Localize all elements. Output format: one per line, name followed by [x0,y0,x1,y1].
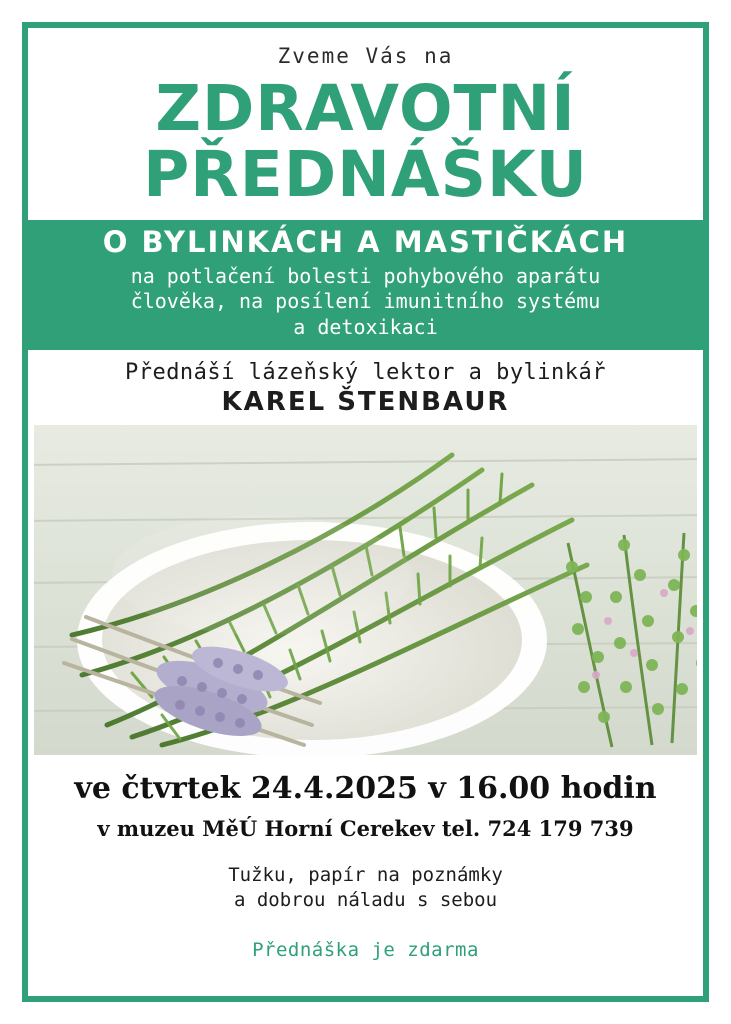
topic-subtitle-line-2: člověka, na posílení imunitního systému [130,289,601,314]
title-line-2: PŘEDNÁŠKU [143,138,588,212]
bring-note-line-2: a dobrou náladu s sebou [233,889,498,912]
herbs-bowl-photo [34,425,697,755]
free-admission-note: Přednáška je zdarma [252,938,479,961]
event-datetime: ve čtvrtek 24.4.2025 v 16.00 hodin [74,771,657,807]
bring-note-line-1: Tužku, papír na poznámky [228,864,503,887]
event-location: v muzeu MěÚ Horní Cerekev tel. 724 179 739 [97,816,634,842]
poster-frame [22,22,709,1002]
topic-subtitle [36,264,695,341]
title-line-1: ZDRAVOTNÍ [155,72,576,145]
topic-subtitle-line-3: a detoxikaci [293,314,438,339]
topic-subtitle-line-1: na potlačení bolesti pohybového aparátu [130,263,601,288]
lecturer-role: Přednáší lázeňský lektor a bylinkář [124,360,607,386]
invite-line: Zveme Vás na [277,44,454,68]
bring-note [28,863,703,912]
topic-band [28,220,703,350]
topic-title: O BYLINKÁCH A MASTIČKÁCH [102,225,629,260]
lecturer-name: KAREL ŠTENBAUR [221,387,510,418]
event-details [28,755,703,996]
lecturer-block [28,350,703,425]
page-title [28,68,703,210]
